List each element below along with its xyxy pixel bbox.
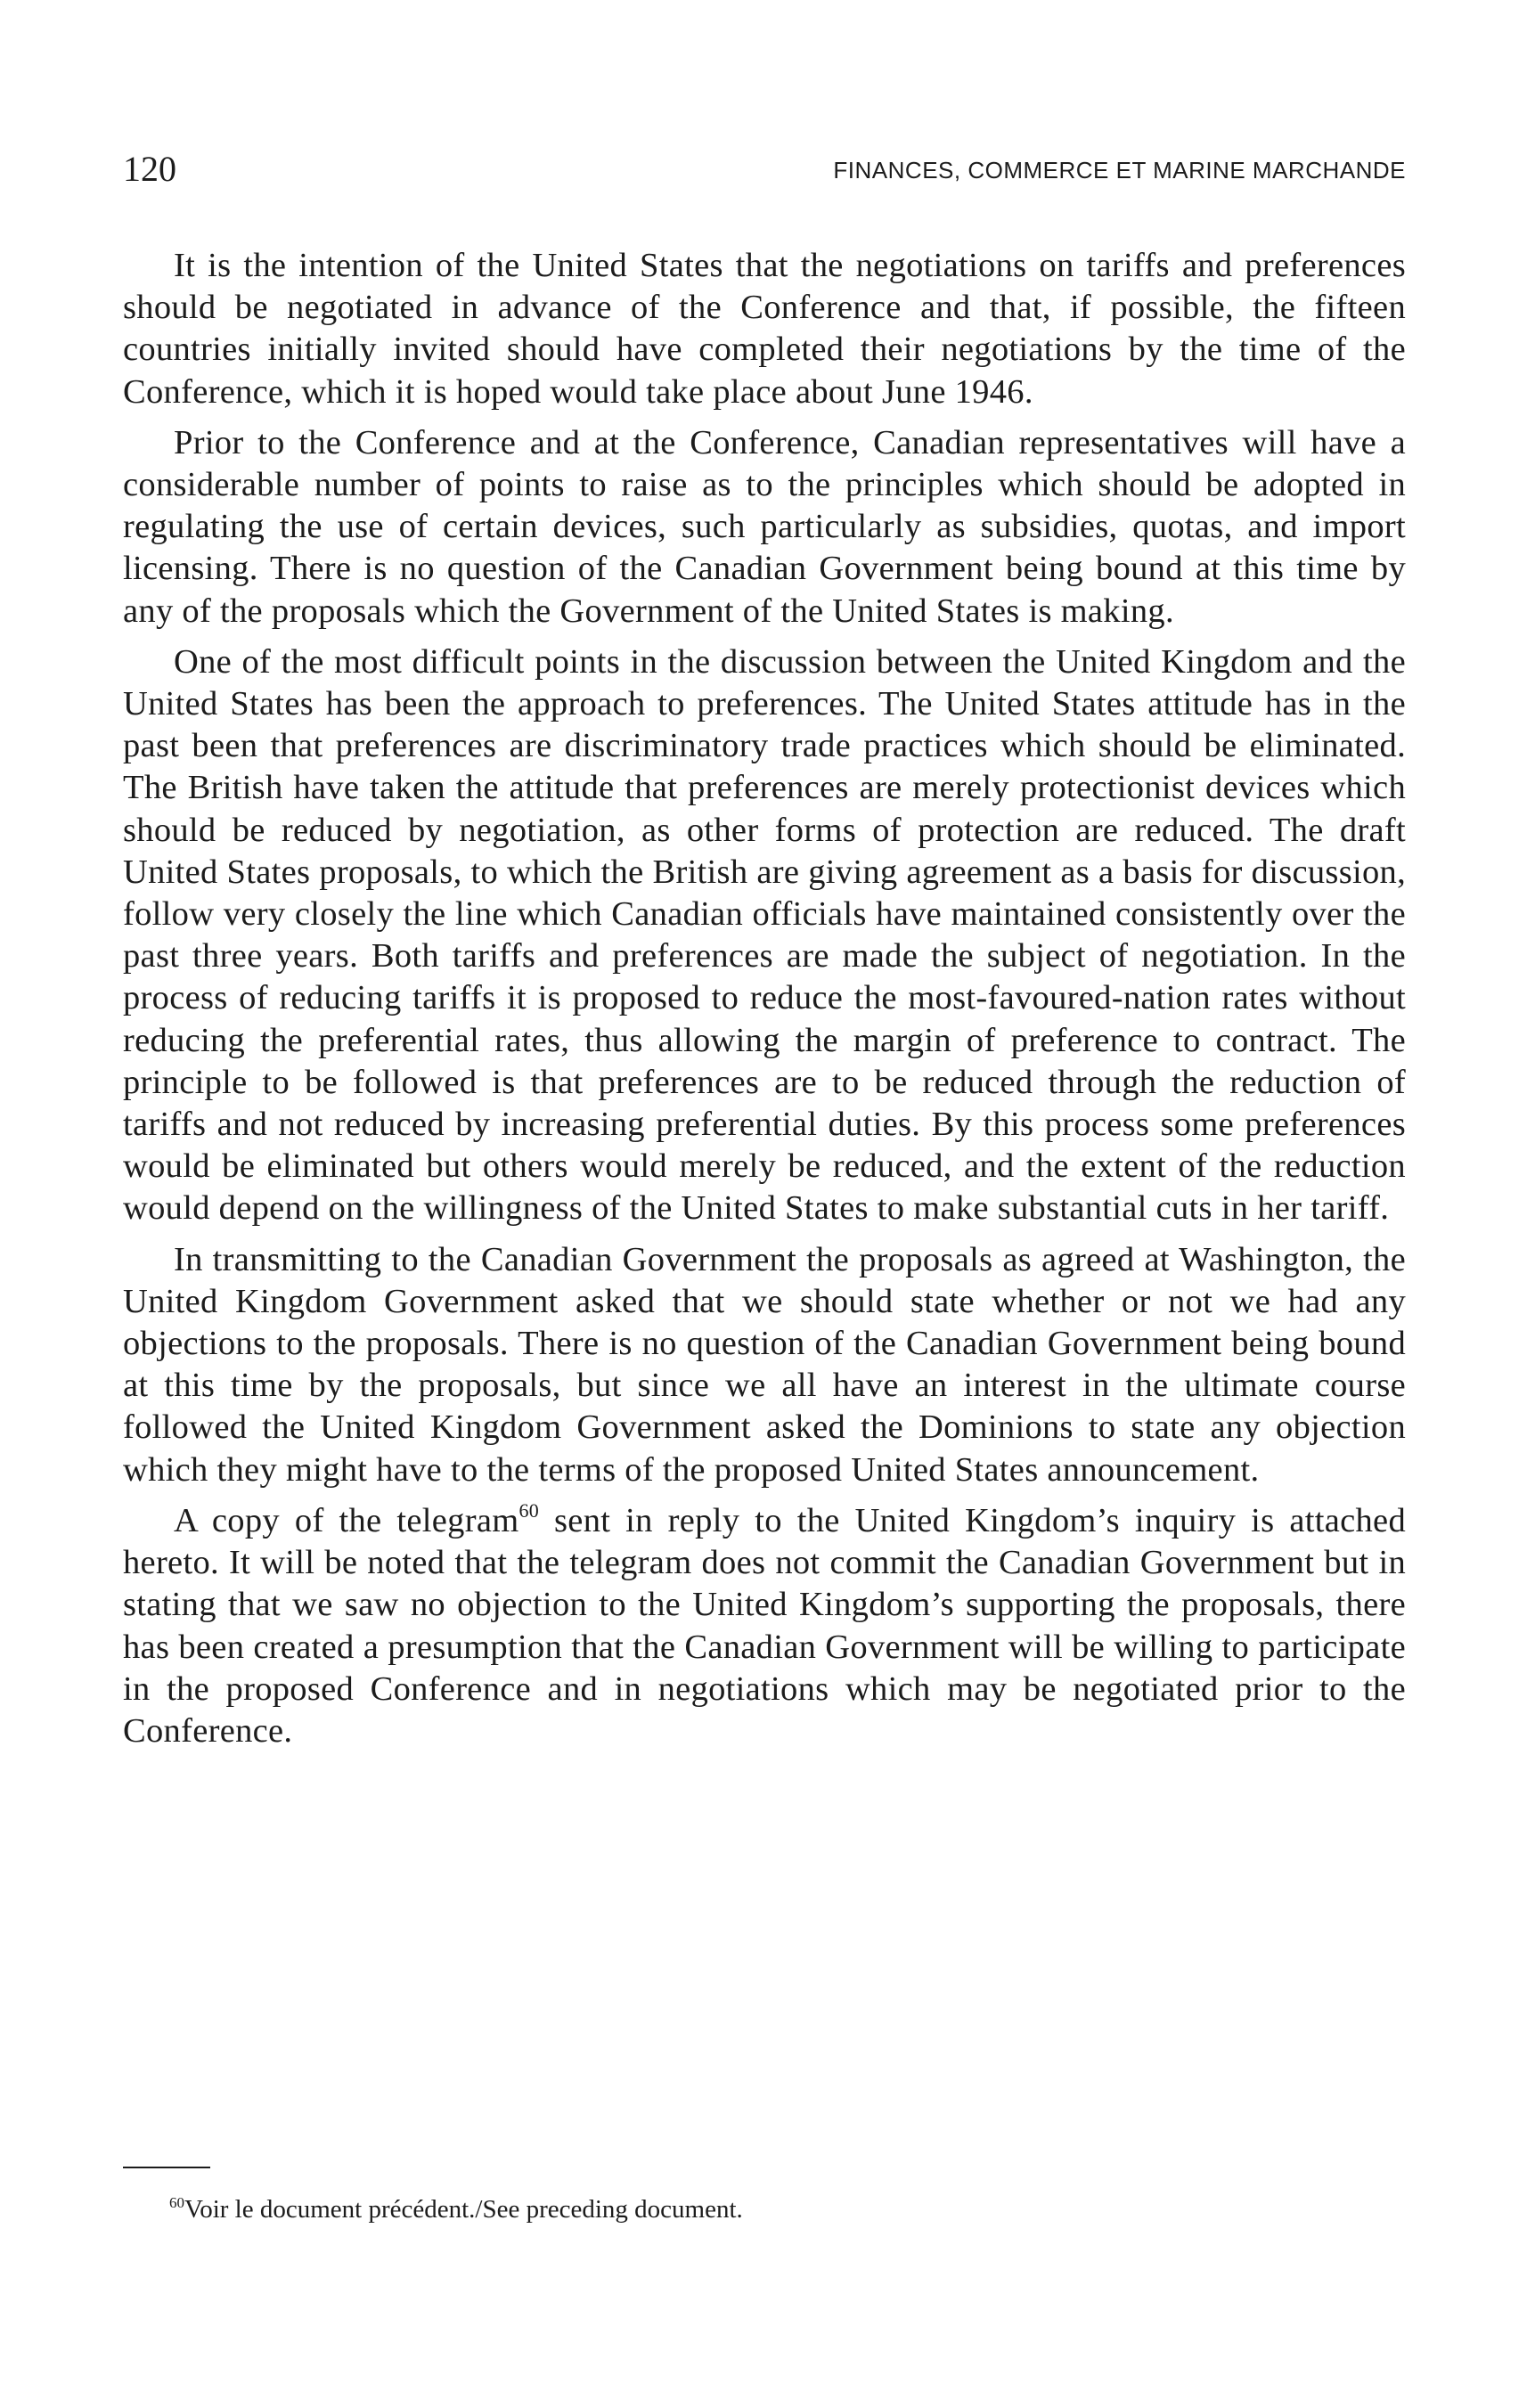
footnote-text: Voir le document précédent./See preceding document. [184, 2195, 743, 2224]
footnote-number: 60 [169, 2194, 184, 2211]
body-text [123, 245, 1406, 1761]
paragraph-5 [123, 1500, 1406, 1752]
paragraph-2: Prior to the Conference and at the Conference, Canadian representatives will have a considerable number of points to raise as to the principles which should be adopted in regulating the use of certain devices, such particularly as subsidies, quotas, and import licensing. There is no question of the Canadian Government being bound at this time by any of the proposals which the Government of the United States is making. [123, 423, 1406, 630]
running-title: FINANCES, COMMERCE ET MARINE MARCHANDE [833, 157, 1406, 184]
paragraph-1: It is the intention of the United States that the negotiations on tariffs and preferences should be negotiated in advance of the Conference and that, if possible, the fifteen countries initially invited should have completed their negotiations by the time of the Conference, which it is hoped would take place about June 1946. [123, 247, 1406, 411]
paragraph-4: In transmitting to the Canadian Government the proposals as agreed at Washington, the United Kingdom Government asked that we should state whether or not we had any objections to the proposals. There is no question of the Canadian Government being bound at this time by the proposals, but since we all have an interest in the ultimate course followed the United Kingdom Government asked the Dominions to state any objection which they might have to the terms of the proposed United States announcement. [123, 1240, 1406, 1489]
paragraph-5-rest: sent in reply to the United Kingdom’s inquiry is attached hereto. It will be noted that the telegram does not commit the Canadian Government but in stating that we saw no objection to the United Kingdom’s supporting the proposals, there has been created a presumption that the Canadian Government will be willing to participate in the proposed Conference and in negotiations which may be negotiated prior to the Conference. [123, 1501, 1406, 1750]
running-head [123, 147, 1406, 192]
paragraph-3: One of the most difficult points in the discussion between the United Kingdom and the United States has been the approach to preferences. The United States attitude has in the past been that preferences are discriminatory trade practices which should be eliminated. The British have taken the attitude that preferences are merely protectionist devices which should be reduced by negotiation, as other forms of protection are reduced. The draft United States proposals, to which the British are giving agreement as a basis for discussion, follow very closely the line which Canadian officials have maintained consistently over the past three years. Both tariffs and preferences are made the subject of negotiation. In the process of reducing tariffs it is proposed to reduce the most-favoured-nation rates without reducing the preferential rates, thus allowing the margin of preference to contract. The principle to be followed is that preferences are to be reduced through the reduction of tariffs and not reduced by increasing preferential duties. By this process some preferences would be eliminated but others would merely be reduced, and the extent of the reduction would depend on the willingness of the United States to make substantial cuts in her tariff. [123, 642, 1406, 1228]
footnote-divider [123, 2167, 210, 2168]
footnote-reference[interactable]: 60 [518, 1498, 540, 1522]
paragraph-5-start: A copy of the telegram [174, 1501, 519, 1539]
footnote [169, 2193, 743, 2225]
page-number: 120 [123, 149, 176, 189]
